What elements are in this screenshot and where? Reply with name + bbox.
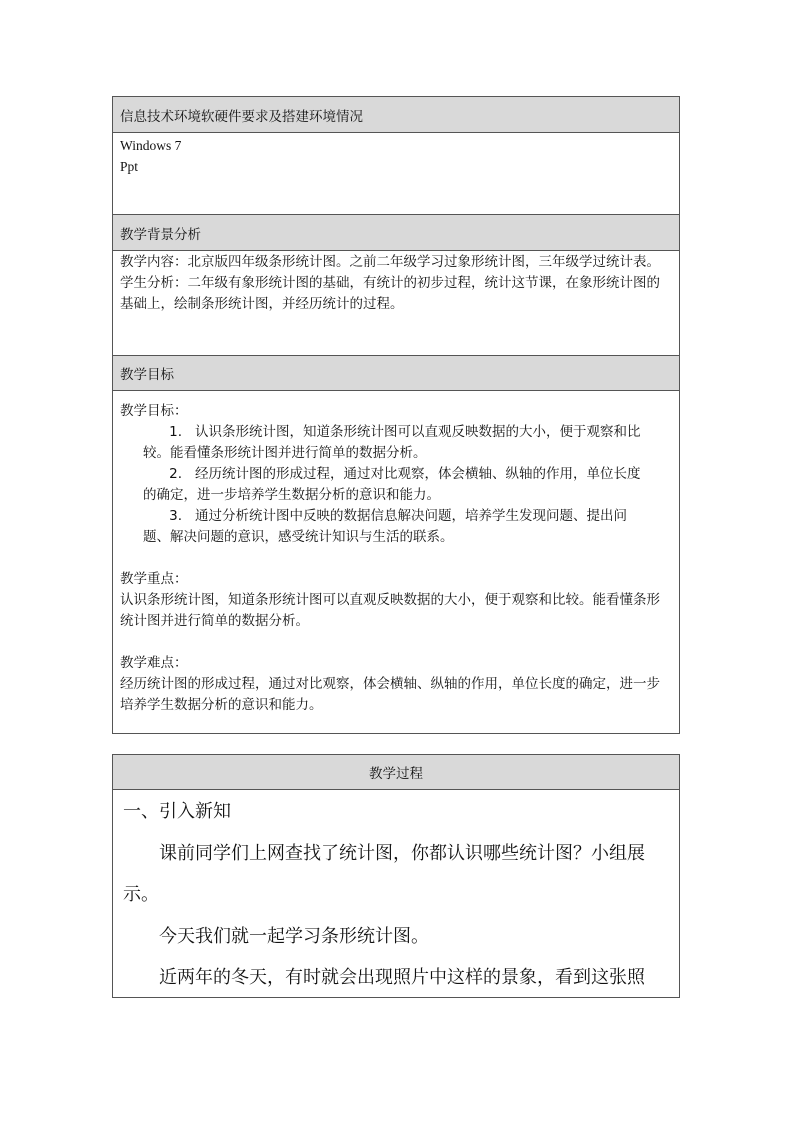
para-1: 课前同学们上网查找了统计图，你都认识哪些统计图？小组展示。	[123, 842, 645, 905]
key-label: 教学重点：	[120, 571, 188, 587]
goal-text-3: 通过分析统计图中反映的数据信息解决问题，培养学生发现问题、提出问	[195, 508, 627, 524]
para-2: 今天我们就一起学习条形统计图。	[159, 925, 429, 947]
diff-label: 教学难点：	[120, 655, 188, 671]
bg-header-text: 教学背景分析	[120, 226, 201, 243]
bg-cell	[113, 251, 679, 356]
goal-num-1: 1.	[169, 424, 182, 440]
env-line-2: Ppt	[120, 159, 139, 174]
goal-cont-1: 较。能看懂条形统计图并进行简单的数据分析。	[143, 445, 427, 461]
goal-num-3: 3.	[169, 508, 182, 524]
bg-header	[113, 215, 679, 251]
goal-header-text: 教学目标	[120, 367, 174, 383]
diff-text: 经历统计图的形成过程，通过对比观察，体会横轴、纵轴的作用，单位长度的确定，进一步培养学生数据分析的意识和能力。	[120, 676, 660, 713]
env-cell	[113, 133, 679, 215]
info-table	[112, 96, 680, 734]
bg-content-line: 教学内容：北京版四年级条形统计图。之前二年级学习过象形统计图，三年级学过统计表。	[120, 254, 660, 270]
goal-cont-3: 题、解决问题的意识，感受统计知识与生活的联系。	[143, 529, 454, 545]
goal-cell	[113, 391, 679, 733]
process-header-text: 教学过程	[369, 766, 423, 782]
key-text: 认识条形统计图，知道条形统计图可以直观反映数据的大小，便于观察和比较。能看懂条形统计图并进行简单的数据分析。	[120, 592, 660, 629]
para-3: 近两年的冬天，有时就会出现照片中这样的景象，看到这张照	[159, 967, 645, 988]
bg-student-line: 学生分析：二年级有象形统计图的基础，有统计的初步过程，统计这节课，在象形统计图的基础上，绘制条形统计图，并经历统计的过程。	[120, 275, 660, 312]
goal-item-1	[120, 422, 672, 443]
process-header	[113, 755, 679, 790]
goal-intro: 教学目标：	[120, 403, 188, 419]
process-table	[112, 754, 680, 998]
env-header-text: 信息技术环境软硬件要求及搭建环境情况	[120, 108, 363, 125]
env-header	[113, 97, 679, 133]
goal-text-2: 经历统计图的形成过程，通过对比观察，体会横轴、纵轴的作用，单位长度	[195, 466, 641, 482]
goal-item-3	[120, 506, 672, 527]
goal-cont-2: 的确定，进一步培养学生数据分析的意识和能力。	[143, 487, 440, 503]
goal-text-1: 认识条形统计图，知道条形统计图可以直观反映数据的大小，便于观察和比	[195, 424, 641, 440]
env-line-1: Windows 7	[120, 138, 182, 153]
goal-header	[113, 356, 679, 391]
goal-num-2: 2.	[169, 466, 182, 482]
goal-item-2	[120, 464, 672, 485]
section-title: 一、引入新知	[123, 801, 231, 822]
process-content	[113, 790, 679, 999]
